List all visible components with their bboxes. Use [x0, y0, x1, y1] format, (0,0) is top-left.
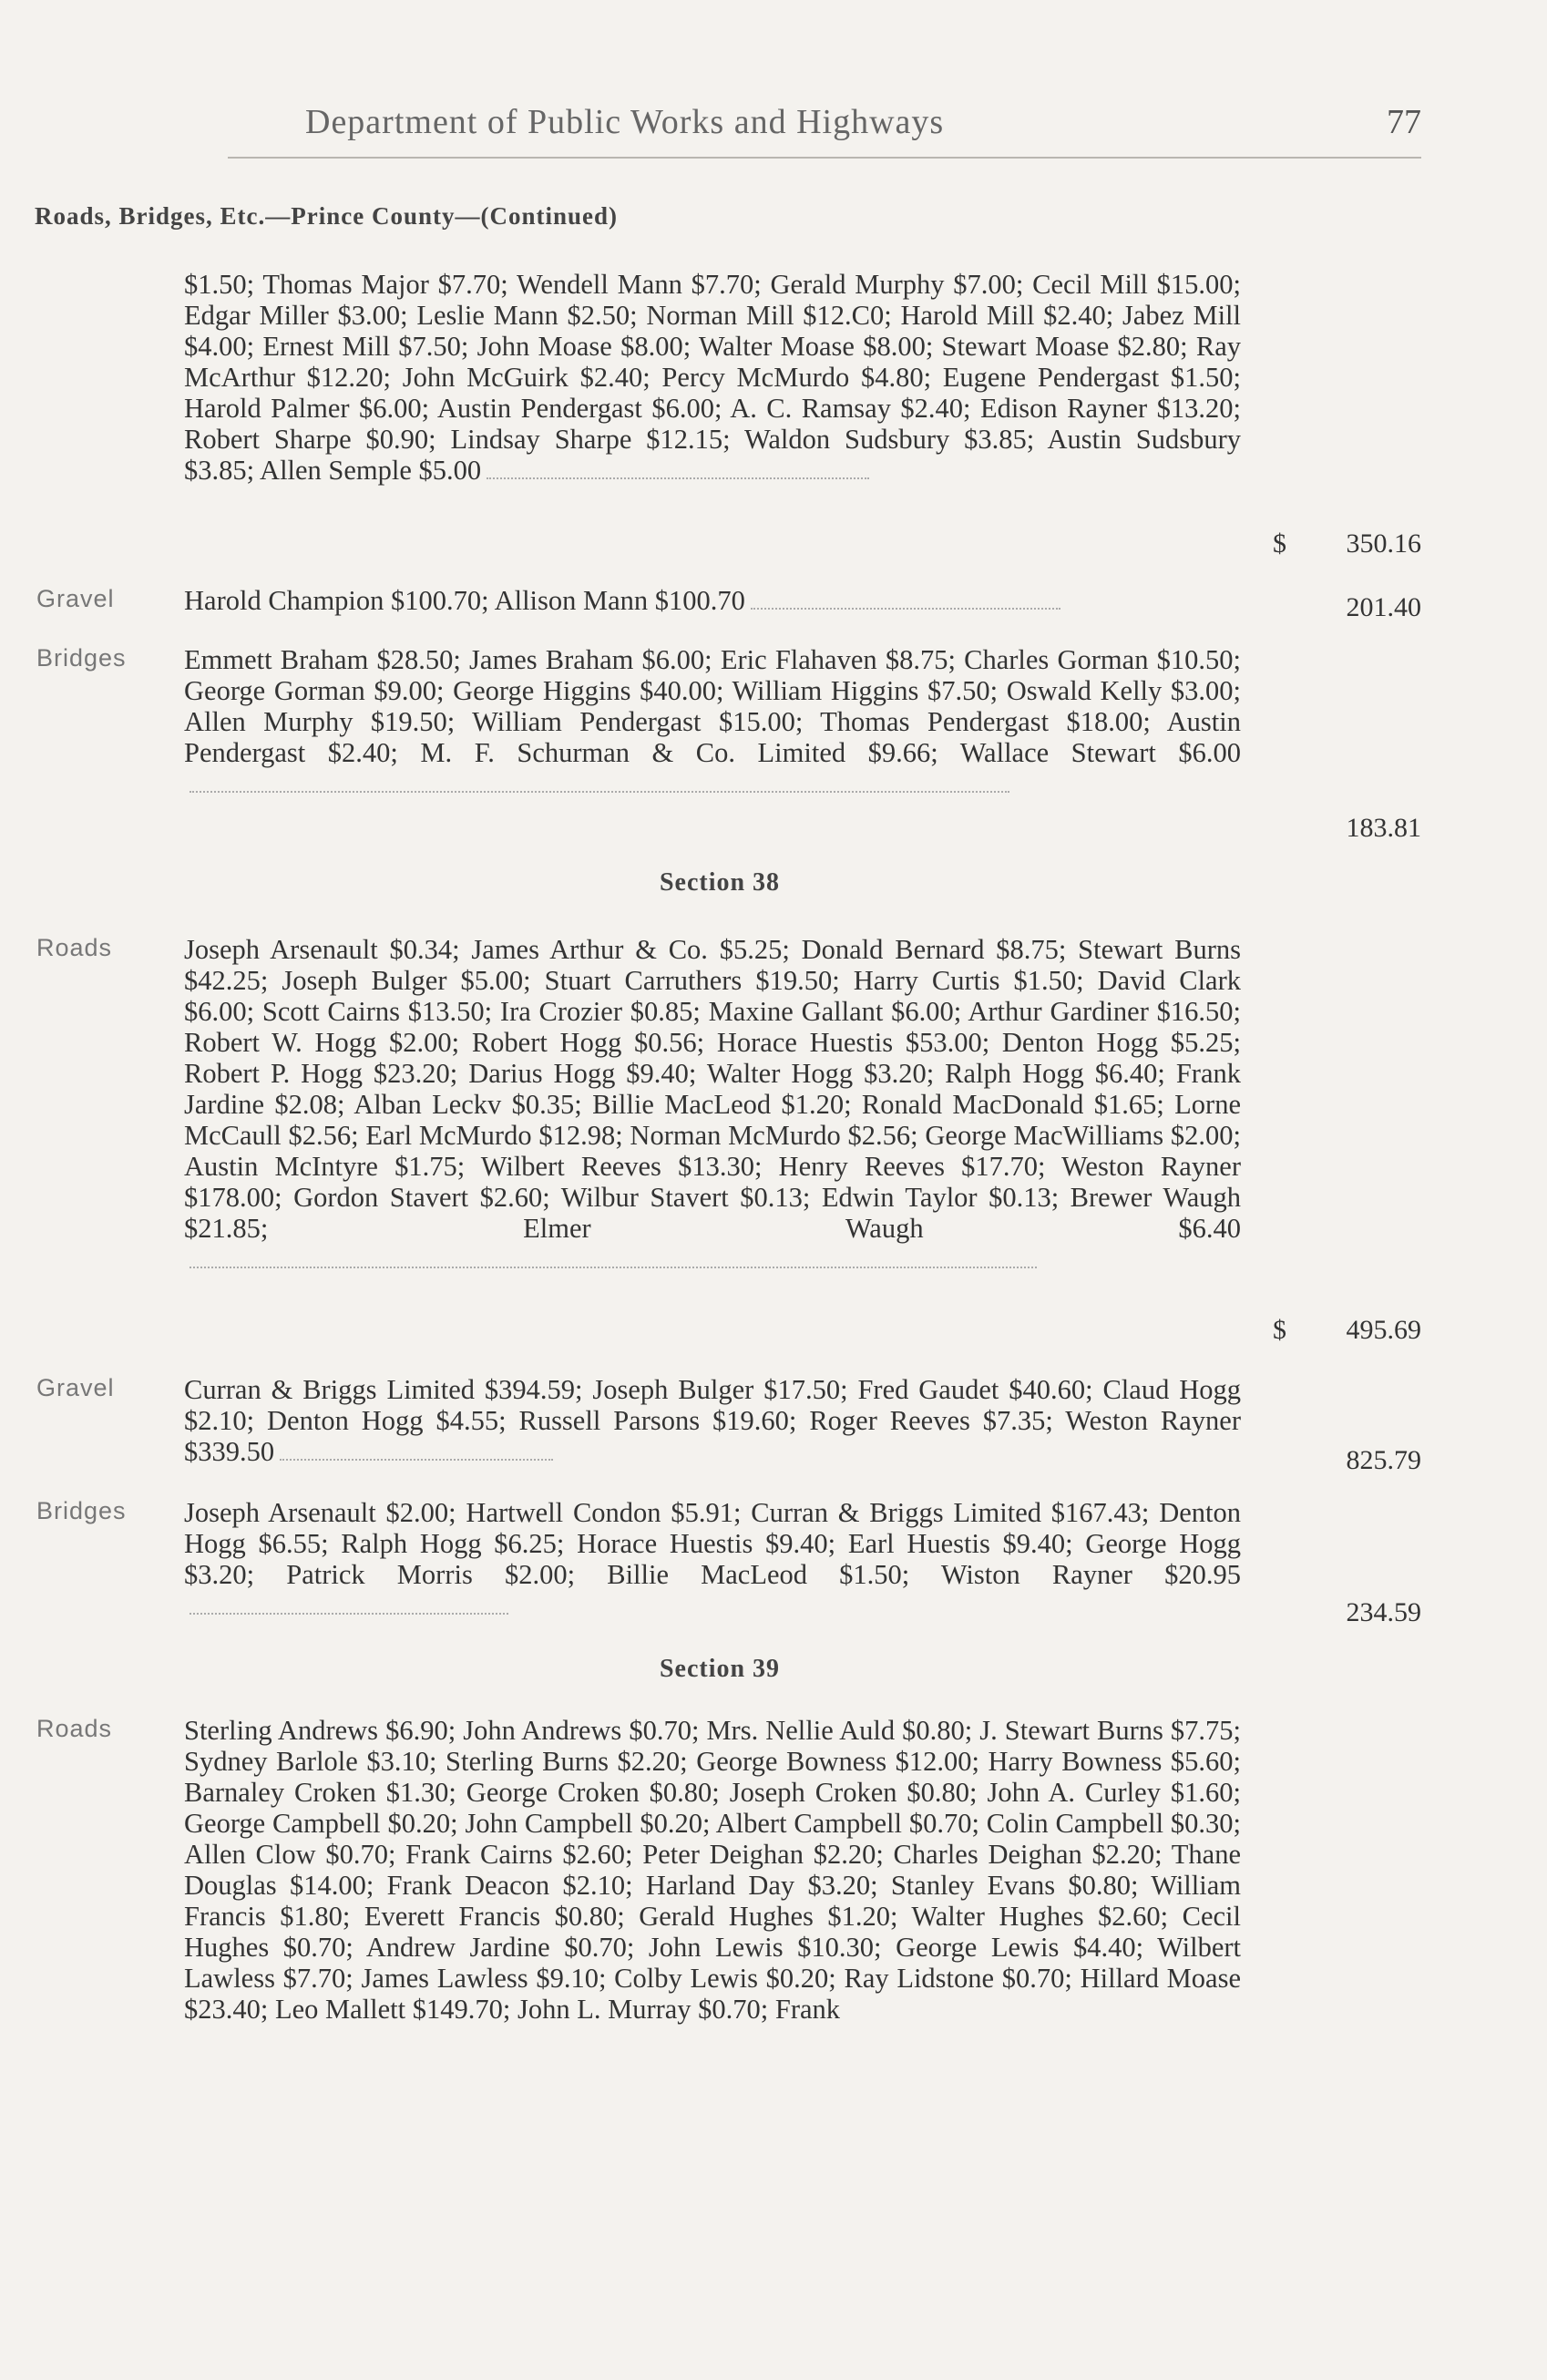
section-heading: Section 39	[659, 1655, 781, 1683]
section-heading: Section 38	[659, 868, 781, 897]
dollar-sign: $	[1273, 528, 1286, 559]
entry-text: $1.50; Thomas Major $7.70; Wendell Mann $7.70; Gerald Murphy $7.00; Cecil Mill $15.00; Edgar Miller $3.00; Leslie Mann $2.50; Norman Mill $12.C0; Harold Mill $2.40; Jabez Mill $4.00; Ernest Mill $7.50; John Moase $8.00; Walter Moase $8.00; Stewart Moase $2.80; Ray McArthur $12.20; John McGuirk $2.40; Percy McMurdo $4.80; Eugene Pendergast $1.50; Harold Palmer $6.00; Austin Pendergast $6.00; A. C. Ramsay $2.40; Edison Rayner $13.20; Robert Sharpe $0.90; Lindsay Sharpe $12.15; Waldon Sudsbury $3.85; Austin Sudsbury $3.85; Allen Semple $5.00	[184, 269, 1241, 486]
entry-amount: 183.81	[1346, 813, 1421, 843]
entry-text: Curran & Briggs Limited $394.59; Joseph Bulger $17.50; Fred Gaudet $40.60; Claud Hogg $2.10; Denton Hogg $4.55; Russell Parsons $19.60; Roger Reeves $7.35; Weston Rayner $339.50	[184, 1374, 1241, 1467]
entry-text: Emmett Braham $28.50; James Braham $6.00; Eric Flahaven $8.75; Charles Gorman $10.50; George Gorman $9.00; George Higgins $40.00; William Higgins $7.50; Oswald Kelly $3.00; Allen Murphy $19.50; William Pendergast $15.00; Thomas Pendergast $18.00; Austin Pendergast $2.40; M. F. Schurman & Co. Limited $9.66; Wallace Stewart $6.00	[184, 644, 1241, 799]
entry-text: Sterling Andrews $6.90; John Andrews $0.70; Mrs. Nellie Auld $0.80; J. Stewart Burns $7.75; Sydney Barlole $3.10; Sterling Burns $2.20; George Bowness $12.00; Harry Bowness $5.60; Barnaley Croken $1.30; George Croken $0.80; Joseph Croken $0.80; John A. Curley $1.60; George Campbell $0.20; John Campbell $0.20; Albert Campbell $0.70; Colin Campbell $0.30; Allen Clow $0.70; Frank Cairns $2.60; Peter Deighan $2.20; Charles Deighan $2.20; Thane Douglas $14.00; Frank Deacon $2.10; Harland Day $3.20; Stanley Evans $0.80; William Francis $1.80; Everett Francis $0.80; Gerald Hughes $1.20; Walter Hughes $2.60; Cecil Hughes $0.70; Andrew Jardine $0.70; John Lewis $10.30; George Lewis $4.40; Wilbert Lawless $7.70; James Lawless $9.10; Colby Lewis $0.20; Ray Lidstone $0.70; Hillard Moase $23.40; Leo Mallett $149.70; John L. Murray $0.70; Frank	[184, 1715, 1241, 2025]
entry-text: Joseph Arsenault $2.00; Hartwell Condon $5.91; Curran & Briggs Limited $167.43; Denton Hogg $6.55; Ralph Hogg $6.25; Horace Huestis $9.40; Earl Huestis $9.40; George Hogg $3.20; Patrick Morris $2.00; Billie MacLeod $1.50; Wiston Rayner $20.95	[184, 1497, 1241, 1621]
entry-label: Roads	[36, 1715, 113, 1742]
entry-label: Bridges	[36, 644, 127, 672]
dollar-sign: $	[1273, 1315, 1286, 1345]
entry-text: Joseph Arsenault $0.34; James Arthur & Co. $5.25; Donald Bernard $8.75; Stewart Burns $42.25; Joseph Bulger $5.00; Stuart Carruthers $19.50; Harry Curtis $1.50; David Clark $6.00; Scott Cairns $13.50; Ira Crozier $0.85; Maxine Gallant $6.00; Arthur Gardiner $16.50; Robert W. Hogg $2.00; Robert Hogg $0.56; Horace Huestis $53.00; Denton Hogg $5.25; Robert P. Hogg $23.20; Darius Hogg $9.40; Walter Hogg $3.20; Ralph Hogg $6.40; Frank Jardine $2.08; Alban Leckv $0.35; Billie MacLeod $1.20; Ronald MacDonald $1.65; Lorne McCaull $2.56; Earl McMurdo $12.98; Norman McMurdo $2.56; George MacWilliams $2.00; Austin McIntyre $1.75; Wilbert Reeves $13.30; Henry Reeves $17.70; Weston Rayner $178.00; Gordon Stavert $2.60; Wilbur Stavert $0.13; Edwin Taylor $0.13; Brewer Waugh $21.85; Elmer Waugh $6.40	[184, 934, 1241, 1275]
page-number: 77	[1387, 103, 1421, 141]
entry-amount: 825.79	[1346, 1445, 1421, 1475]
entry-amount: 350.16	[1346, 528, 1421, 559]
entry-amount: 495.69	[1346, 1315, 1421, 1345]
entry-text: Harold Champion $100.70; Allison Mann $100.70	[184, 585, 1241, 616]
running-head-title: Department of Public Works and Highways	[305, 103, 945, 141]
entry-amount: 201.40	[1346, 592, 1421, 622]
entry-label: Gravel	[36, 1374, 115, 1401]
continued-subheading: Roads, Bridges, Etc.—Prince County—(Continued)	[35, 202, 619, 230]
entry-amount: 234.59	[1346, 1597, 1421, 1627]
header-rule	[228, 157, 1421, 159]
entry-label: Gravel	[36, 585, 115, 612]
entry-label: Bridges	[36, 1497, 127, 1524]
entry-label: Roads	[36, 934, 113, 961]
